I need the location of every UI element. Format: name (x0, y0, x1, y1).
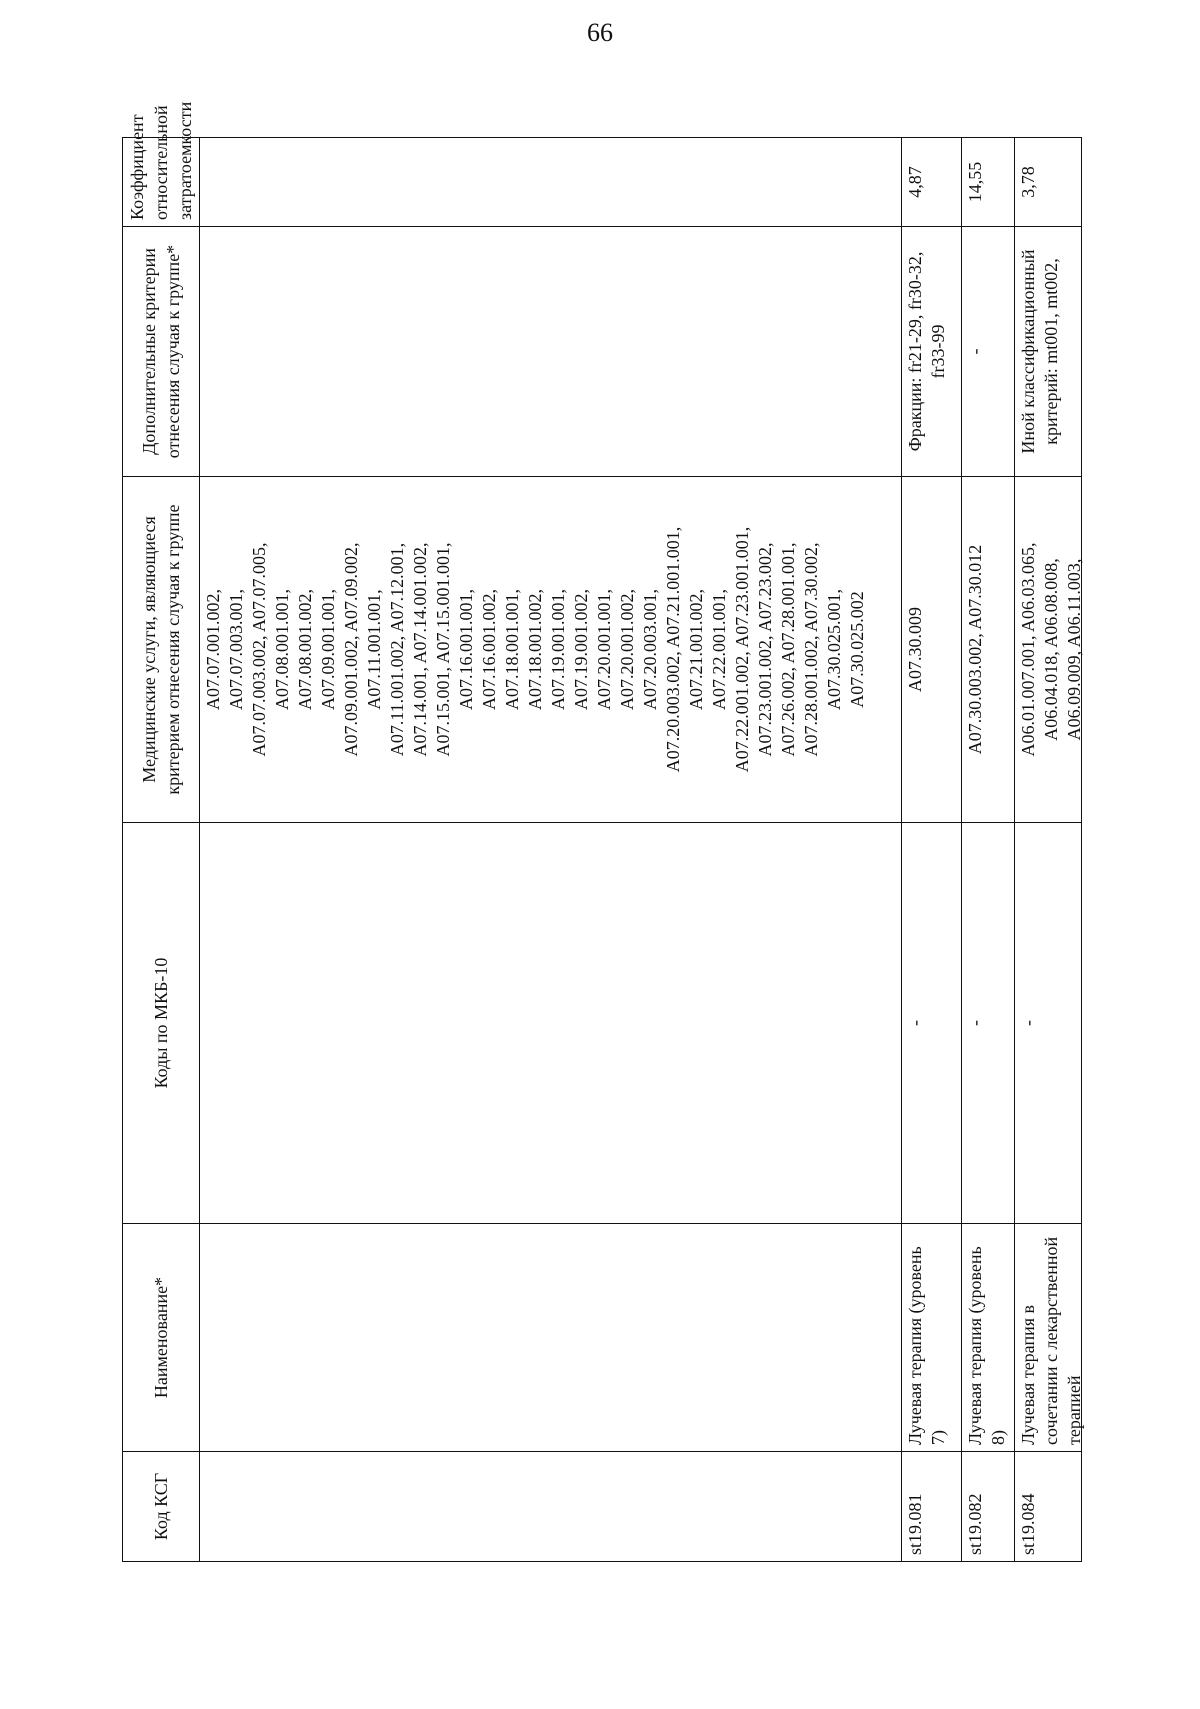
cell-criteria: - (962, 227, 1015, 477)
table-row (1015, 138, 1082, 1562)
header-services: Медицинские услуги, являющиеся критерием отнесения случая к группе (123, 477, 200, 823)
cell-coef (200, 138, 902, 227)
cell-coef: 3,78 (1015, 138, 1082, 227)
cell-mkb (200, 823, 902, 1224)
cell-coef: 4,87 (902, 138, 962, 227)
cell-mkb: - (962, 823, 1015, 1224)
page-number: 66 (587, 18, 613, 47)
cell-services: A07.30.003.002, A07.30.012 (962, 477, 1015, 823)
cell-name: Лучевая терапия (уровень 7) (902, 1224, 962, 1452)
cell-mkb: - (902, 823, 962, 1224)
cell-code: st19.081 (902, 1452, 962, 1562)
cell-criteria: Фракции: fr21-29, fr30-32, fr33-99 (902, 227, 962, 477)
header-criteria: Дополнительные критерии отнесения случая к группе* (123, 227, 200, 477)
cell-services: A07.07.001.002, A07.07.003.001, A07.07.003.002, A07.07.005, A07.08.001.001, A07.08.001.002, A07.09.001.001, A07.09.001.002, A07.09.002, A07.11.001.001, A07.11.001.002, A07.12.001, A07.14.001, A07.14.001.002, A07.15.001, A07.15.001.001, A07.16.001.001, A07.16.001.002, A07.18.001.001, A07.18.001.002, A07.19.001.001, A07.19.001.002, A07.20.001.001, A07.20.001.002, A07.20.003.001, A07.20.003.002, A07.21.001.001, A07.21.001.002, A07.22.001.001, A07.22.001.002, A07.23.001.001, A07.23.001.002, A07.23.002, A07.26.002, A07.28.001.001, A07.28.001.002, A07.30.002, A07.30.025.001, A07.30.025.002 (200, 477, 902, 823)
cell-name (200, 1224, 902, 1452)
cell-code: st19.084 (1015, 1452, 1082, 1562)
cell-criteria (200, 227, 902, 477)
cell-mkb: - (1015, 823, 1082, 1224)
cell-criteria (1015, 227, 1082, 477)
header-name: Наименование* (123, 1224, 200, 1452)
cell-services (1015, 477, 1082, 823)
cell-name (1015, 1224, 1082, 1452)
cell-services: A07.30.009 (902, 477, 962, 823)
cell-services-text: A06.01.007.001, A06.03.065, A06.04.018, A06.08.008, A06.09.009, A06.11.003, (1018, 542, 1084, 757)
rotated-table-container (122, 101, 1084, 1562)
cell-criteria-text: Иной классификационный критерий: mt001, mt002, (1018, 249, 1061, 454)
cell-code: st19.082 (962, 1452, 1015, 1562)
header-code: Код КСГ (123, 1452, 200, 1562)
cell-name-text: Лучевая терапия в сочетании с лекарственной терапией (1018, 1236, 1084, 1445)
table-row (962, 138, 1015, 1562)
cell-name: Лучевая терапия (уровень 8) (962, 1224, 1015, 1452)
ksg-table (122, 101, 1084, 1562)
table-row (902, 138, 962, 1562)
header-coef: Коэффициент относительной затратоемкости (123, 138, 200, 227)
header-mkb: Коды по МКБ-10 (123, 823, 200, 1224)
cell-coef: 14,55 (962, 138, 1015, 227)
cell-code (200, 1452, 902, 1562)
table-header-row (123, 138, 200, 1562)
table-row (200, 138, 902, 1562)
